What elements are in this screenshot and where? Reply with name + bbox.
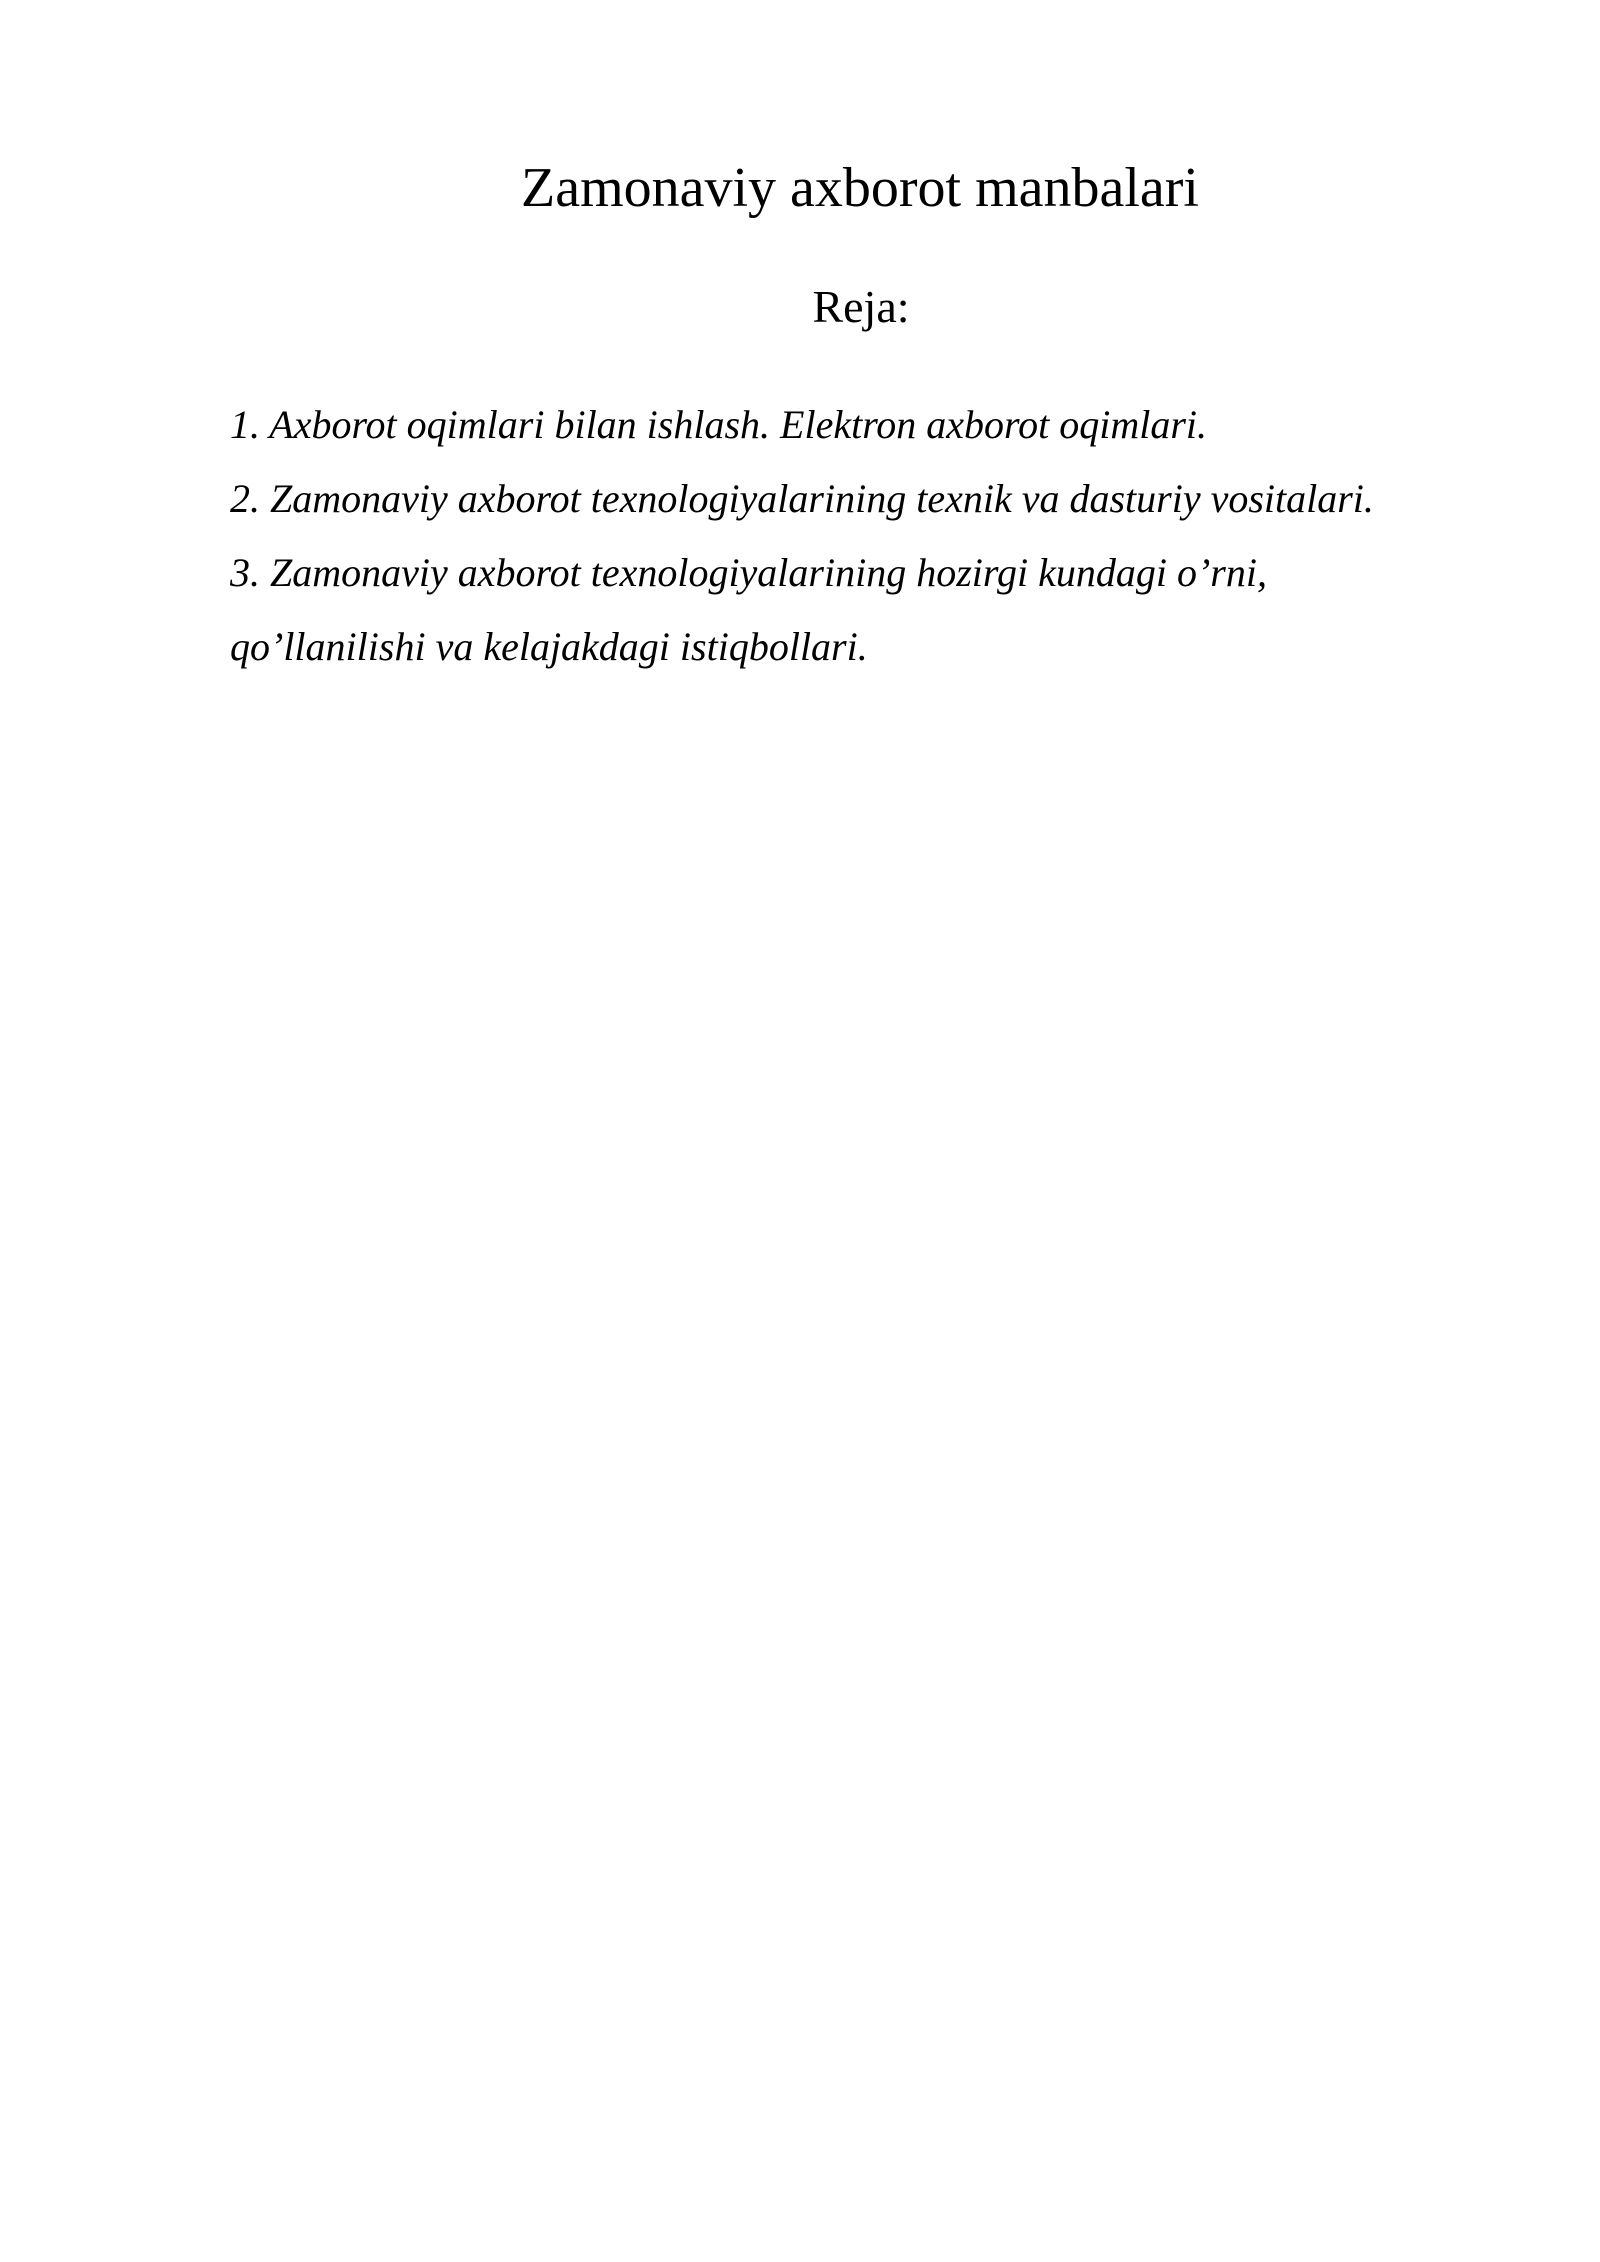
plan-heading: Reja:	[812, 281, 910, 332]
document-title: Zamonaviy axborot manbalari	[521, 157, 1199, 219]
plan-item-1: 1. Axborot oqimlari bilan ishlash. Elektron axborot oqimlari.	[230, 402, 1208, 447]
plan-item-2: 2. Zamonaviy axborot texnologiyalarining texnik va dasturiy vositalari.	[230, 476, 1374, 521]
plan-item-3: 3. Zamonaviy axborot texnologiyalarining hozirgi kundagi o’rni,	[230, 550, 1267, 595]
plan-item-3-continuation: qo’llanilishi va kelajakdagi istiqbollari.	[230, 624, 868, 669]
plan-list	[230, 388, 1530, 684]
